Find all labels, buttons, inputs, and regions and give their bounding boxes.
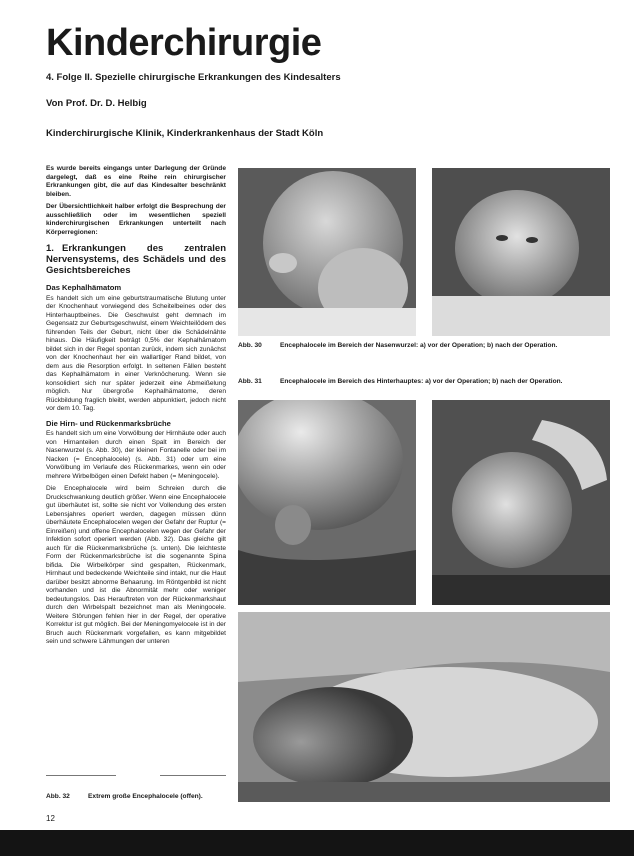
kephalhaematom-paragraph: Es handelt sich um eine geburtstraumatische Blutung unter der Knochenhaut vorwiegend des Scheitelbeines oder des Hinterhauptbeines. Die Geschwulst geht demnach im Gegensatz zur Geburtsgeschwulst, einem Weichteilödem des führenden Teils der Geburt, nicht über die Schädelnähte hinaus. Die Häufigkeit beträgt 0,5% der Kephalhämatom bildet sich in der Regel spontan zurück, indem sich zunächst von der Knochenhaut her ein wallartiger Rand bildet, von dem aus die Resorption erfolgt. In seltenen Fällen besteht das Kephalhämatom in einer Verknöcherung. Wenn sie konsolidiert sich nur später jederzeit eine Abmeißelung möglich. Nur übergroße Kephalhämatome, deren Rückbildung fraglich bleibt, werden abpunktiert, jedoch nicht vor dem 10. Tag. [46,294,226,412]
figure-30-text: Encephalocele im Bereich der Nasenwurzel: a) vor der Operation; b) nach der Operation. [280,342,558,349]
footnote-rule-right [160,775,226,776]
article-body-column [46,165,226,651]
section-number: 1. [46,243,54,254]
bottom-scan-edge [0,830,634,856]
figure-31b-photo [432,400,610,605]
intro-paragraph-2: Der Übersichtlichkeit halber erfolgt die Besprechung der ausschließlich oder im wesentlichen speziell kinderchirurgischen Erkrankungen unterteilt nach Körperregionen: [46,203,226,236]
figure-32-caption [46,793,236,802]
page-number: 12 [46,814,55,823]
figure-30b-photo [432,168,610,336]
institution-line: Kinderchirurgische Klinik, Kinderkrankenhaus der Stadt Köln [46,128,324,139]
figure-32-photo [238,612,610,802]
intro-paragraph: Es wurde bereits eingangs unter Darlegung der Gründe dargelegt, daß es eine Reihe rein chirurgischer Erkrankungen gibt, die auf das Kindesalter beschränkt bleiben. [46,165,226,198]
figure-31-label: Abb. 31 [238,378,262,385]
figure-31a-photo [238,400,416,605]
figure-30-label: Abb. 30 [238,342,262,349]
article-title: Kinderchirurgie [46,22,322,64]
series-subtitle: 4. Folge II. Spezielle chirurgische Erkrankungen des Kindesalters [46,72,341,83]
section-title: Erkrankungen des zentralen Nervensystems, des Schädels und des Gesichtsbereiches [46,243,226,276]
subsection-heading-kephalhaematom: Das Kephalhämatom [46,283,122,292]
hirnbrueche-paragraph-2: Die Encephalocele wird beim Schreien durch die Druckschwankung deutlich größer. Wenn eine Encephalocele gut überhäutet ist, sollte sie nicht vor Vollendung des ersten Lebensjahres operiert werden, dagegen müssen dünn überhäutete Encephalocelen wegen der Gefahr der Ruptur (= Einreißen) und offene Encephalocelen wegen der Gefahr der Infektion sofort operiert werden (Abb. 32). Das gleiche gilt auch für die Rückenmarksbrüche (s. unten). Die leichteste Form der Rückenmarksbrüche ist die sogenannte Spina bifida. Die Wirbelkörper sind gespalten, Rückenmark, Hirnhaut und bedeckende Weichteile sind intakt, nur die Haut darüber besitzt abnorme Behaarung. Im Röntgenbild ist nicht vorhanden und ist die Abnormität mehr oder weniger bedeutungslos. Das Herauftreten von der Rückenmarkshaut durch den Wirbelspalt bezeichnet man als Meningocele. Weitere Störungen fehlen hier in der Regel, der operative Korrektur ist gut möglich. Bei der Meningomyelocele ist in der Bruch auch Rückenmark vorgefallen, es kann mitgebildet sein und schwere Lähmungen der unteren [46,485,226,645]
figure-30a-photo [238,168,416,336]
figure-30-caption [238,342,610,351]
hirnbrueche-paragraph-1: Es handelt sich um eine Vorwölbung der Hirnhäute oder auch von Hirnanteilen durch einen Spalt im Bereich der Nasenwurzel (s. Abb. 30), der kleinen Fontanelle oder bei im Nacken (= Encephalocele) (s. Abb. 31) oder um eine Vorwölbung im Verlaufe des Rückenmarkes, wenn ein oder mehrere Wirbelbögen einen Defekt haben (= Meningocele). [46,430,226,480]
subsection-heading-hirnbrueche: Die Hirn- und Rückenmarksbrüche [46,418,171,428]
footnote-rule-left [46,775,116,776]
author-line: Von Prof. Dr. D. Helbig [46,98,147,109]
figure-31-caption [238,378,610,387]
figure-32-label: Abb. 32 [46,793,70,800]
figure-32-text: Extrem große Encephalocele (offen). [88,793,203,800]
figure-31-text: Encephalocele im Bereich des Hinterhauptes: a) vor der Operation; b) nach der Operation. [280,378,563,385]
section-heading [46,243,226,276]
